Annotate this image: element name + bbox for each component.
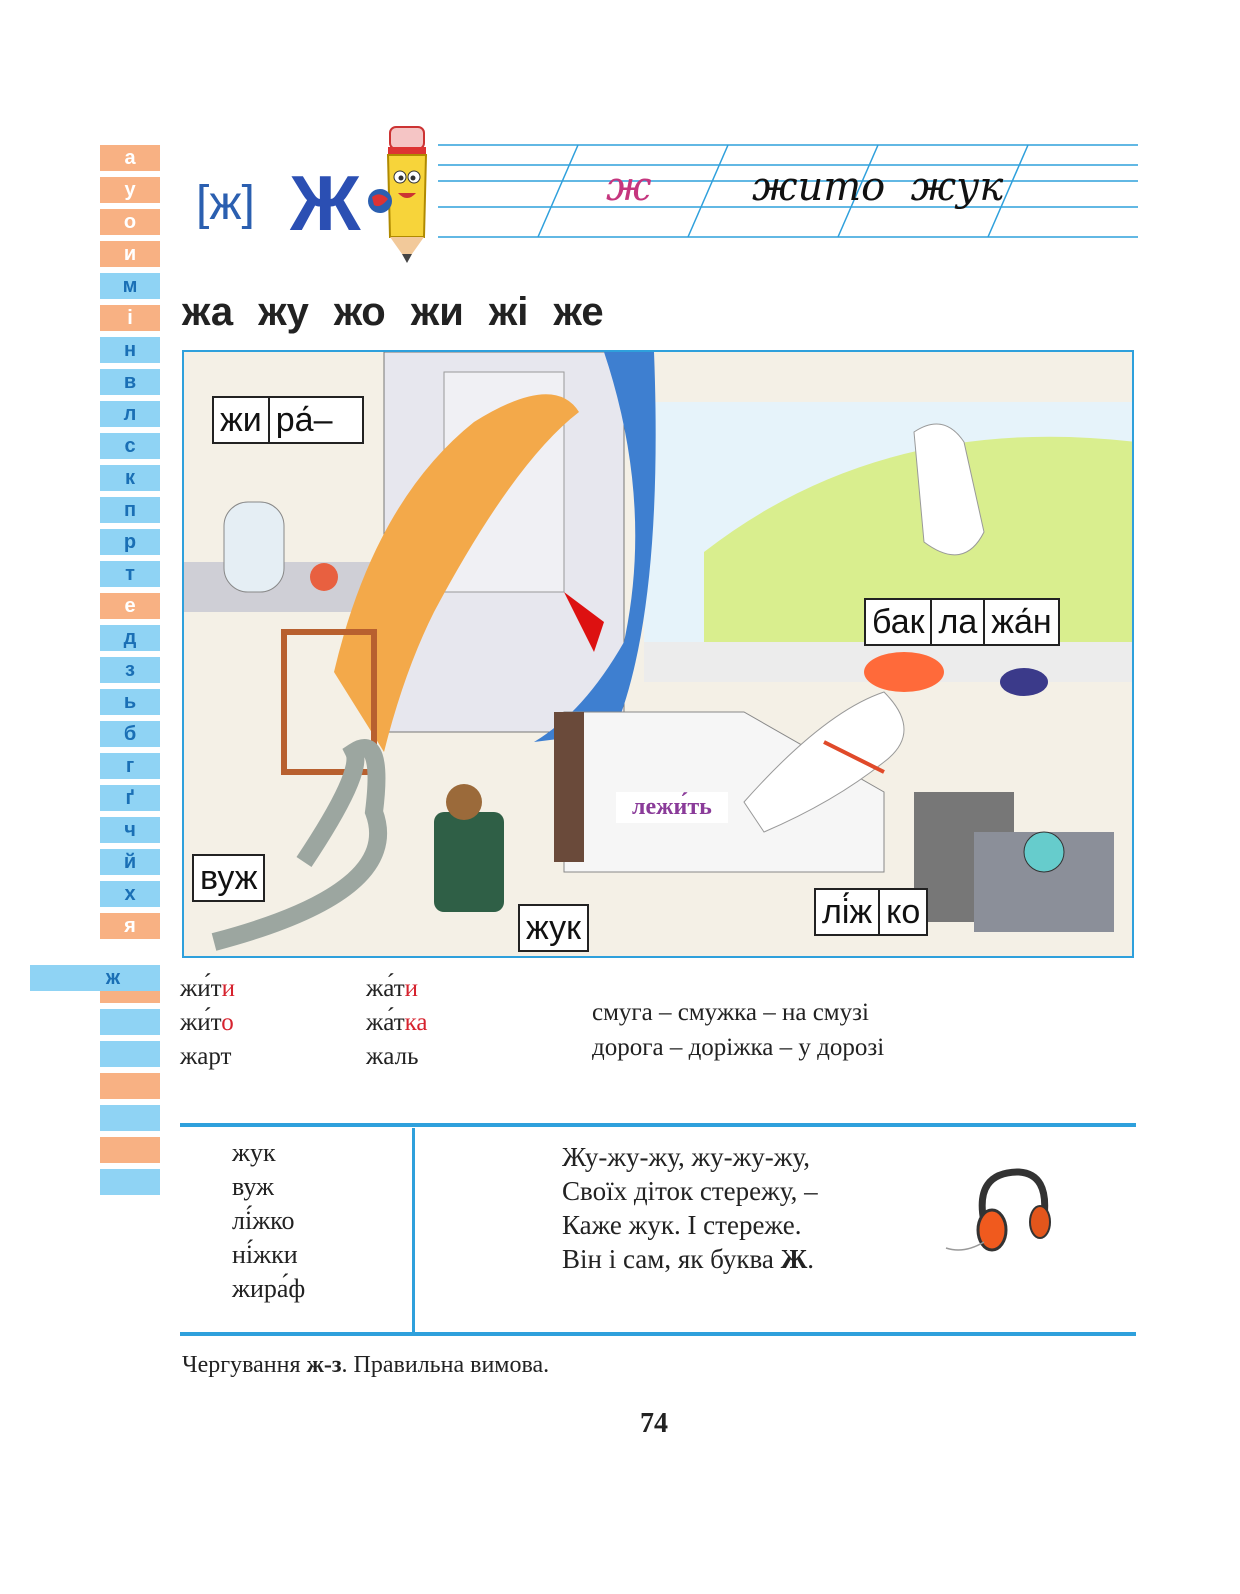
- list-item: жук: [232, 1138, 276, 1167]
- alphabet-strip: [100, 145, 160, 945]
- list-item: ні́жки: [232, 1240, 298, 1269]
- alphabet-letter: н: [100, 337, 160, 363]
- label-eggplant: [864, 598, 1060, 646]
- alphabet-letter: м: [100, 273, 160, 299]
- footer-bold: ж-з: [306, 1352, 342, 1378]
- phoneme: [ж]: [196, 177, 255, 230]
- alphabet-letter: л: [100, 401, 160, 427]
- footer-text: . Правильна вимова.: [341, 1352, 550, 1378]
- label-giraffe: [212, 396, 364, 444]
- divider-vertical: [412, 1128, 415, 1334]
- word-left: [180, 1043, 231, 1071]
- label-bed: [814, 888, 928, 936]
- poem-line: [562, 1242, 818, 1276]
- word-left: [180, 1009, 234, 1037]
- divider-top: [180, 1123, 1136, 1127]
- alternation-line: смуга – смужка – на смузі: [592, 999, 869, 1026]
- word-ending: ка: [404, 1009, 428, 1036]
- alphabet-letter: з: [100, 657, 160, 683]
- alphabet-letter: г: [100, 753, 160, 779]
- label-snake: [192, 854, 265, 902]
- label-syllable: жук: [526, 909, 582, 947]
- alphabet-letter: р: [100, 529, 160, 555]
- alphabet-letter: б: [100, 721, 160, 747]
- alphabet-letter: о: [100, 209, 160, 235]
- label-syllable: жа́н: [991, 603, 1052, 641]
- label-beetle: [518, 904, 589, 952]
- alphabet-letter: і: [100, 305, 160, 331]
- alphabet-letter: к: [100, 465, 160, 491]
- list-item: вуж: [232, 1172, 275, 1201]
- word-ending: и: [221, 975, 235, 1002]
- pencil-mascot-icon: [368, 125, 438, 265]
- alternation-line: дорога – доріжка – у дорозі: [592, 1034, 885, 1061]
- poem-line: Жу-жу-жу, жу-жу-жу,: [562, 1142, 810, 1172]
- label-syllable: ла: [932, 600, 985, 644]
- word-base: жи́т: [180, 1009, 222, 1036]
- caption-lies: лежи́ть: [616, 792, 728, 823]
- label-syllable: вуж: [200, 859, 258, 897]
- word-left: [180, 975, 235, 1003]
- poem-text: Він і сам, як буква: [562, 1244, 781, 1274]
- list-item: лі́жко: [232, 1206, 295, 1235]
- alphabet-letter: й: [100, 849, 160, 875]
- label-syllable: ра́–: [275, 401, 333, 439]
- word-base: жаль: [366, 1043, 419, 1070]
- poem-line: Своїх діток стережу, –: [562, 1176, 818, 1206]
- headphones-icon[interactable]: [944, 1162, 1054, 1262]
- alphabet-letter: в: [100, 369, 160, 395]
- list-item: жира́ф: [232, 1274, 306, 1303]
- alphabet-letter: е: [100, 593, 160, 619]
- page-number: 74: [640, 1408, 668, 1439]
- word-mid: [366, 975, 418, 1003]
- alphabet-letter: ч: [100, 817, 160, 843]
- alphabet-letter: д: [100, 625, 160, 651]
- word-ending: о: [221, 1009, 234, 1036]
- label-syllable: ко: [886, 893, 921, 931]
- script-words: жито жук: [752, 164, 1004, 210]
- footer-note: [182, 1352, 549, 1379]
- alphabet-letter: п: [100, 497, 160, 523]
- poem-bold-letter: Ж: [780, 1244, 808, 1274]
- active-letter-bar: ж: [30, 965, 160, 991]
- empty-strip: [100, 977, 160, 1201]
- alphabet-letter: с: [100, 433, 160, 459]
- poem-line: Каже жук. І стереже.: [562, 1210, 802, 1240]
- word-ending: и: [404, 975, 419, 1002]
- word-base: жарт: [180, 1043, 232, 1070]
- alphabet-letter: х: [100, 881, 160, 907]
- footer-text: Чергування: [182, 1352, 307, 1378]
- word-base: жи́т: [180, 975, 222, 1002]
- alphabet-letter: т: [100, 561, 160, 587]
- script-letter: ж: [606, 164, 652, 210]
- alphabet-letter: у: [100, 177, 160, 203]
- divider-bottom: [180, 1332, 1136, 1336]
- label-syllable: бак: [866, 600, 932, 644]
- alphabet-letter: ь: [100, 689, 160, 715]
- word-mid: [366, 1043, 418, 1071]
- word-base: жа́т: [366, 1009, 405, 1036]
- alphabet-letter: а: [100, 145, 160, 171]
- illustration: [182, 350, 1134, 958]
- label-syllable: лі́ж: [816, 890, 880, 934]
- poem-text: .: [807, 1244, 815, 1274]
- big-letter: Ж: [290, 159, 361, 247]
- label-syllable: жи: [214, 398, 270, 442]
- alphabet-letter: я: [100, 913, 160, 939]
- poem: [562, 1140, 818, 1276]
- alphabet-letter: и: [100, 241, 160, 267]
- syllables-row: жа жу жо жи жі же: [182, 290, 604, 334]
- word-mid: [366, 1009, 428, 1037]
- alphabet-letter: ґ: [100, 785, 160, 811]
- word-list: [232, 1136, 305, 1306]
- word-base: жа́т: [366, 975, 405, 1002]
